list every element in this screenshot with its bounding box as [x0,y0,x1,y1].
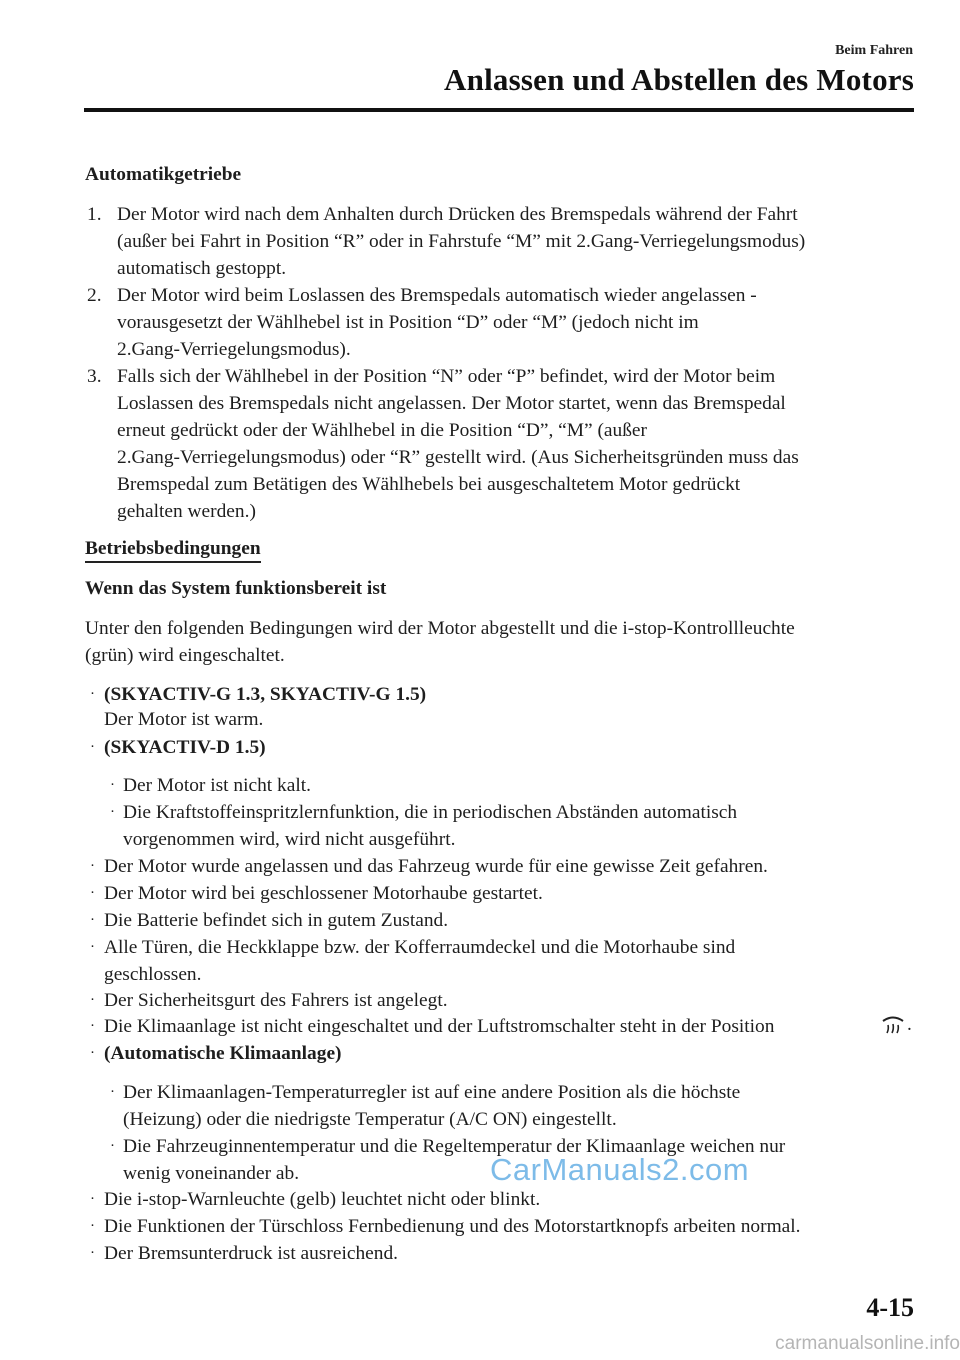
bullet-dot: · [90,939,95,955]
watermark: CarManuals2.com [490,1152,750,1187]
step-line: (außer bei Fahrt in Position “R” oder in Fahrstufe “M” mit 2.Gang-Verriegelungsmodus) [117,231,806,252]
section-heading: Automatikgetriebe [85,164,242,185]
bullet-label: (SKYACTIV-G 1.3, SKYACTIV-G 1.5) [104,684,427,705]
conditions-heading: Betriebsbedingungen [85,537,261,563]
step-line: 2.Gang-Verriegelungsmodus) oder “R” gestellt wird. (Aus Sicherheitsgründen muss das [117,447,799,468]
sub-bullet-text: Der Klimaanlagen-Temperaturregler ist auf eine andere Position als die höchste [123,1082,741,1103]
sub-bullet-text: (Heizung) oder die niedrigste Temperatur (A/C ON) eingestellt. [123,1109,617,1130]
bullet-dot: · [90,858,95,874]
sub-bullet-text: Der Motor ist nicht kalt. [123,775,311,796]
step-line: Der Motor wird nach dem Anhalten durch Drücken des Bremspedals während der Fahrt [117,204,798,225]
intro-line: (grün) wird eingeschaltet. [85,645,285,666]
step-line: 2.Gang-Verriegelungsmodus). [117,339,351,360]
page-number: 4-15 [866,1293,914,1322]
bullet-text: Die Funktionen der Türschloss Fernbedienung und des Motorstartknopfs arbeiten normal. [104,1216,801,1237]
bullet-text: Der Motor wird bei geschlossener Motorhaube gestartet. [104,883,543,904]
step-line: Falls sich der Wählhebel in der Position “N” oder “P” befindet, wird der Motor beim [117,366,776,387]
step-number: 2. [87,285,102,306]
bullet-dot: · [90,912,95,928]
bullet-dot: · [90,1245,95,1261]
bullet-text: Der Motor wurde angelassen und das Fahrzeug wurde für eine gewisse Zeit gefahren. [104,856,768,877]
bullet-text: Die i-stop-Warnleuchte (gelb) leuchtet nicht oder blinkt. [104,1189,541,1210]
watermark: carmanualsonline.info [775,1333,960,1354]
bullet-text: Der Motor ist warm. [104,709,264,730]
bullet-dot: · [90,739,95,755]
bullet-dot: · [90,686,95,702]
sub-bullet-text: Die Kraftstoffeinspritzlernfunktion, die in periodischen Abständen automatisch [123,802,738,823]
bullet-label: (Automatische Klimaanlage) [104,1043,342,1064]
bullet-dot: · [90,992,95,1008]
bullet-text: Die Klimaanlage ist nicht eingeschaltet und der Luftstromschalter steht in der Position [104,1016,775,1037]
bullet-dot: · [90,1018,95,1034]
step-number: 1. [87,204,102,225]
sub-bullet-text: wenig voneinander ab. [123,1163,300,1184]
bullet-text: geschlossen. [104,964,202,985]
sub-bullet-dot: · [110,1138,115,1154]
bullet-dot: · [90,885,95,901]
sub-bullet-dot: · [110,804,115,820]
step-line: Bremspedal zum Betätigen des Wählhebels bei ausgeschaltetem Motor gedrückt [117,474,741,495]
step-line: gehalten werden.) [117,501,256,522]
page-title: Anlassen und Abstellen des Motors [444,62,914,97]
step-line: Der Motor wird beim Loslassen des Bremspedals automatisch wieder angelassen - [117,285,757,306]
sentence-period: . [907,1014,912,1035]
intro-line: Unter den folgenden Bedingungen wird der Motor abgestellt und die i-stop-Kontrollleuchte [85,618,795,639]
bullet-label: (SKYACTIV-D 1.5) [104,737,266,758]
subheading: Wenn das System funktionsbereit ist [85,578,387,599]
sub-bullet-dot: · [110,1084,115,1100]
bullet-text: Der Sicherheitsgurt des Fahrers ist angelegt. [104,990,448,1011]
defroster-icon [880,1013,906,1035]
step-line: vorausgesetzt der Wählhebel ist in Position “D” oder “M” (jedoch nicht im [117,312,699,333]
bullet-dot: · [90,1191,95,1207]
step-line: erneut gedrückt oder der Wählhebel in die Position “D”, “M” (außer [117,420,647,441]
header-rule [84,108,914,112]
sub-bullet-text: vorgenommen wird, wird nicht ausgeführt. [123,829,456,850]
bullet-dot: · [90,1045,95,1061]
step-number: 3. [87,366,102,387]
section-label: Beim Fahren [835,43,913,58]
bullet-text: Die Batterie befindet sich in gutem Zustand. [104,910,449,931]
step-line: Loslassen des Bremspedals nicht angelassen. Der Motor startet, wenn das Bremspedal [117,393,786,414]
sub-bullet-text: Die Fahrzeuginnentemperatur und die Regeltemperatur der Klimaanlage weichen nur [123,1136,786,1157]
bullet-dot: · [90,1218,95,1234]
sub-bullet-dot: · [110,777,115,793]
bullet-text: Der Bremsunterdruck ist ausreichend. [104,1243,398,1264]
step-line: automatisch gestoppt. [117,258,287,279]
bullet-text: Alle Türen, die Heckklappe bzw. der Kofferraumdeckel und die Motorhaube sind [104,937,736,958]
